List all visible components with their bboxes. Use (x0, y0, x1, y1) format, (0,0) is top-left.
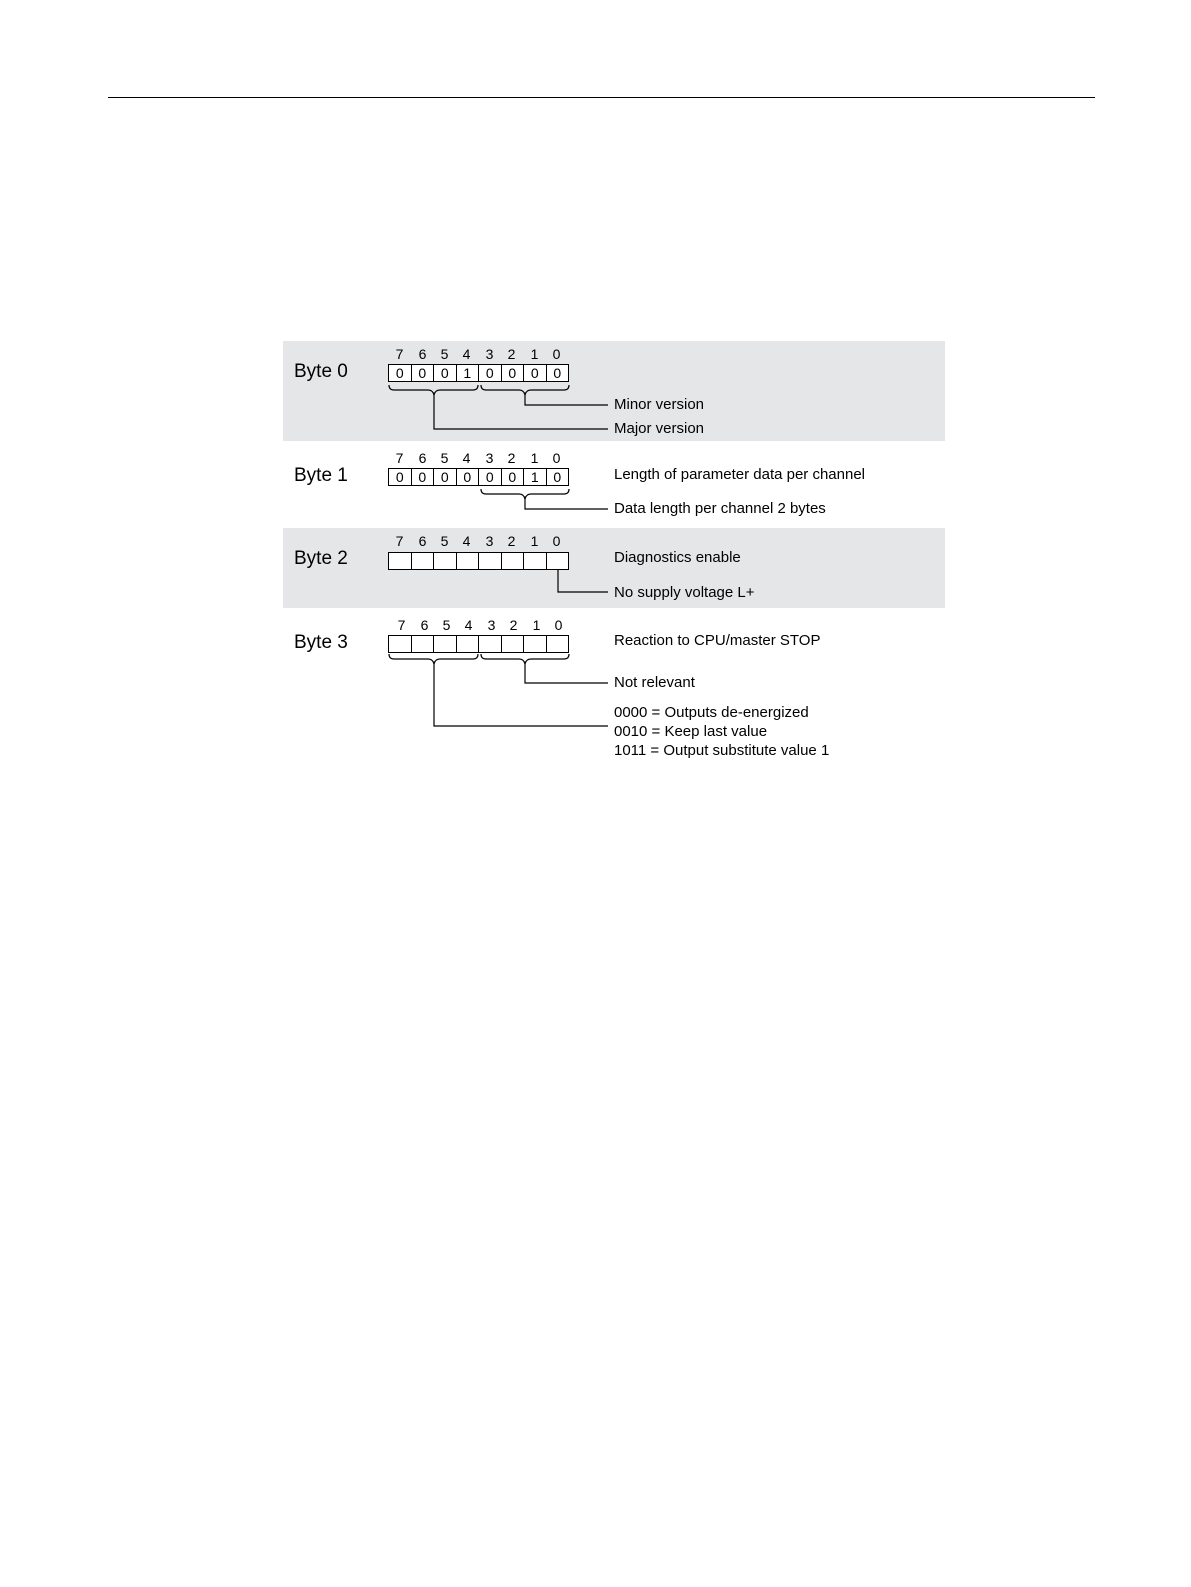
byte-1-bit-numbers (388, 450, 572, 466)
bit-number: 6 (418, 533, 427, 549)
bit-cell (524, 553, 547, 569)
bit-number: 3 (485, 450, 494, 466)
bit-cell (479, 553, 502, 569)
bit-number: 4 (462, 533, 471, 549)
bit-cell (502, 636, 525, 652)
byte-3-brace-high (389, 654, 478, 664)
byte-3-leader-reaction (434, 664, 608, 726)
byte-0-brace-high (389, 385, 478, 395)
bit-cell: 0 (457, 469, 480, 485)
bit-cell: 1 (457, 365, 480, 381)
bit-number: 4 (462, 450, 471, 466)
bit-number: 7 (395, 346, 404, 362)
byte-2-diagnostics-enable-label: Diagnostics enable (614, 549, 741, 566)
bit-cell (457, 553, 480, 569)
bit-number: 5 (442, 617, 451, 633)
bit-number: 6 (418, 450, 427, 466)
bit-cell: 0 (502, 365, 525, 381)
bit-number: 4 (464, 617, 473, 633)
bit-cell (547, 636, 569, 652)
bit-number: 1 (530, 346, 539, 362)
byte-2-bit-numbers (388, 533, 572, 549)
bit-cell (434, 553, 457, 569)
bit-cell: 0 (553, 365, 562, 381)
byte-0-bit-cells (388, 364, 569, 382)
bit-cell (434, 636, 457, 652)
bit-number: 6 (420, 617, 429, 633)
byte-3-label: Byte 3 (294, 632, 348, 653)
bit-number: 3 (485, 533, 494, 549)
bit-number: 1 (530, 450, 539, 466)
bit-cell: 0 (434, 469, 457, 485)
bit-number: 7 (397, 617, 406, 633)
bit-cell (412, 636, 435, 652)
byte-3-not-relevant-label: Not relevant (614, 674, 695, 691)
byte-3-leader-not-relevant (525, 664, 608, 683)
bit-cell (457, 636, 480, 652)
byte-1-label: Byte 1 (294, 465, 348, 486)
byte-2-no-supply-voltage-label: No supply voltage L+ (614, 584, 755, 601)
bit-cell: 0 (412, 365, 435, 381)
byte-3-bit-cells (388, 635, 569, 653)
bit-number: 5 (440, 450, 449, 466)
bit-number: 0 (552, 346, 561, 362)
bit-number: 0 (554, 617, 563, 633)
byte-3-reaction-label: Reaction to CPU/master STOP (614, 632, 821, 649)
bit-cell: 0 (479, 365, 502, 381)
bit-cell: 0 (434, 365, 457, 381)
bit-number: 3 (487, 617, 496, 633)
bit-cell: 0 (412, 469, 435, 485)
bit-cell (547, 553, 569, 569)
byte-2-leader-supply (558, 570, 608, 592)
bit-number: 2 (507, 450, 516, 466)
byte-1-parameter-length-label: Length of parameter data per channel (614, 466, 866, 483)
byte-0-bit-numbers (388, 346, 572, 362)
byte-0-minor-version-label: Minor version (614, 396, 705, 413)
bit-cell (524, 636, 547, 652)
bit-cell: 1 (524, 469, 547, 485)
byte-1-bit-cells (388, 468, 569, 486)
byte-0-major-version-label: Major version (614, 420, 705, 437)
byte-0-label: Byte 0 (294, 361, 348, 382)
byte-3-option-keep-last-value: 0010 = Keep last value (614, 723, 768, 740)
bit-cell: 0 (389, 469, 412, 485)
bit-number: 2 (507, 533, 516, 549)
bit-cell: 0 (553, 469, 562, 485)
bit-number: 2 (507, 346, 516, 362)
byte-0-leader-minor (525, 395, 608, 405)
bit-cell (412, 553, 435, 569)
byte-3-option-substitute-value: 1011 = Output substitute value 1 (614, 742, 830, 759)
bit-cell (389, 553, 412, 569)
bit-number: 6 (418, 346, 427, 362)
bit-cell: 0 (524, 365, 547, 381)
bit-number: 5 (440, 533, 449, 549)
bit-number: 0 (552, 450, 561, 466)
bit-number: 4 (462, 346, 471, 362)
bit-number: 1 (532, 617, 541, 633)
bit-number: 0 (552, 533, 561, 549)
bit-number: 1 (530, 533, 539, 549)
byte-1-data-length-label: Data length per channel 2 bytes (614, 500, 826, 517)
bit-cell (502, 553, 525, 569)
bit-cell: 0 (502, 469, 525, 485)
bit-number: 2 (509, 617, 518, 633)
bit-cell: 0 (479, 469, 502, 485)
bit-number: 7 (395, 450, 404, 466)
byte-2-label: Byte 2 (294, 548, 348, 569)
byte-0-brace-low (481, 385, 569, 395)
byte-1-brace-low (481, 489, 569, 499)
bit-cell (389, 636, 412, 652)
byte-1-leader-length (525, 499, 608, 509)
byte-0-leader-major (434, 395, 608, 429)
bit-cell (479, 636, 502, 652)
parameter-bytes-figure (283, 341, 945, 761)
bit-number: 5 (440, 346, 449, 362)
bit-number: 3 (485, 346, 494, 362)
bit-number: 7 (395, 533, 404, 549)
byte-2-bit-cells (388, 552, 569, 570)
bit-cell: 0 (389, 365, 412, 381)
byte-3-brace-low (481, 654, 569, 664)
byte-3-option-outputs-de-energized: 0000 = Outputs de-energized (614, 704, 809, 721)
byte-3-bit-numbers (388, 617, 572, 633)
page-header-rule (108, 97, 1095, 98)
